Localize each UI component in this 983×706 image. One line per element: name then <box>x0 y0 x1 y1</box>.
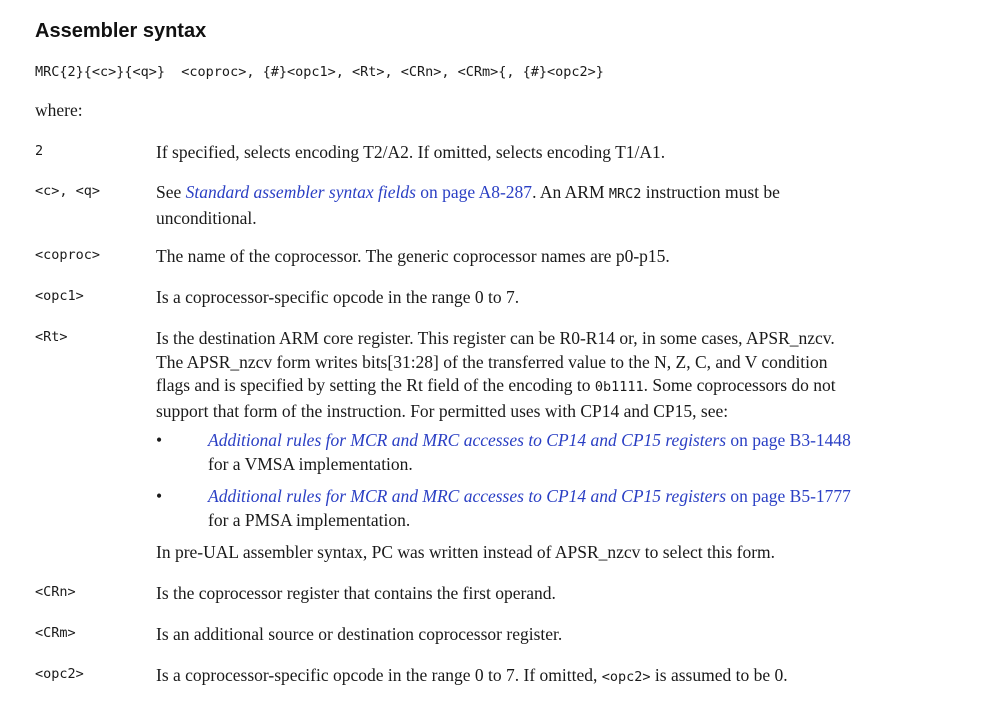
desc-rt-line-2: The APSR_nzcv form writes bits[31:28] of the transferred value to the N, Z, C, and V condition <box>156 351 828 372</box>
desc-c-q-suffix-1: instruction must be <box>641 182 780 202</box>
cp14-cp15-rules-link-vmsa-title: Additional rules for MCR and MRC accesses to CP14 and CP15 registers <box>208 430 727 450</box>
term-crn: <CRn> <box>35 584 76 600</box>
bullet-text-pmsa <box>208 485 928 532</box>
cp14-cp15-rules-link-pmsa-title: Additional rules for MCR and MRC accesses to CP14 and CP15 registers <box>208 486 727 506</box>
desc-rt-after-bullets: In pre-UAL assembler syntax, PC was written instead of APSR_nzcv to select this form. <box>156 542 776 562</box>
syntax-line: MRC{2}{<c>}{<q>} <coproc>, {#}<opc1>, <Rt>, <CRn>, <CRm>{, {#}<opc2>} <box>35 64 604 80</box>
desc-rt-line-3-suffix: . Some coprocessors do not <box>643 375 836 395</box>
bullet-dot-icon: • <box>156 486 163 506</box>
opc2-code: <opc2> <box>601 669 651 685</box>
standard-syntax-fields-link-title: Standard assembler syntax fields <box>185 182 416 202</box>
desc-rt <box>156 327 926 423</box>
desc-coproc: The name of the coprocessor. The generic coprocessor names are p0-p15. <box>156 246 670 266</box>
bullet-suffix-vmsa: for a VMSA implementation. <box>208 453 413 474</box>
term-crm: <CRm> <box>35 625 76 641</box>
term-coproc: <coproc> <box>35 247 101 263</box>
desc-opc2-prefix: Is a coprocessor-specific opcode in the range 0 to 7. If omitted, <box>156 665 602 685</box>
cp14-cp15-rules-link-pmsa[interactable] <box>208 486 851 506</box>
bullet-suffix-pmsa: for a PMSA implementation. <box>208 509 411 530</box>
desc-crn: Is the coprocessor register that contains the first operand. <box>156 583 556 603</box>
desc-opc2 <box>156 664 926 690</box>
desc-crm: Is an additional source or destination coprocessor register. <box>156 624 563 644</box>
desc-rt-line-3-prefix: flags and is specified by setting the Rt field of the encoding to <box>156 375 595 395</box>
desc-opc2-suffix: is assumed to be 0. <box>650 665 788 685</box>
desc-c-q <box>156 181 926 230</box>
cp14-cp15-rules-link-vmsa[interactable] <box>208 430 851 450</box>
desc-c-q-prefix: See <box>156 182 186 202</box>
bullet-text-vmsa <box>208 429 928 476</box>
desc-rt-line-1: Is the destination ARM core register. This register can be R0-R14 or, in some cases, APSR_nzcv. <box>156 328 835 348</box>
mrc2-code: MRC2 <box>608 186 642 202</box>
section-heading: Assembler syntax <box>35 20 207 42</box>
term-opc1: <opc1> <box>35 288 84 304</box>
desc-opc1: Is a coprocessor-specific opcode in the range 0 to 7. <box>156 287 520 307</box>
desc-c-q-mid: . An ARM <box>532 182 609 202</box>
desc-c-q-suffix-2: unconditional. <box>156 207 257 228</box>
binary-code-0b1111: 0b1111 <box>594 379 644 395</box>
standard-syntax-fields-link-page: on page A8-287 <box>415 182 533 202</box>
desc-rt-line-4: support that form of the instruction. For permitted uses with CP14 and CP15, see: <box>156 400 729 421</box>
cp14-cp15-rules-link-vmsa-page: on page B3-1448 <box>726 430 851 450</box>
term-c-q: <c>, <q> <box>35 183 101 199</box>
cp14-cp15-rules-link-pmsa-page: on page B5-1777 <box>726 486 851 506</box>
standard-syntax-fields-link[interactable] <box>186 182 532 202</box>
desc-2: If specified, selects encoding T2/A2. If omitted, selects encoding T1/A1. <box>156 142 666 162</box>
bullet-dot-icon: • <box>156 430 163 450</box>
term-2: 2 <box>35 143 44 159</box>
where-label: where: <box>35 100 83 120</box>
term-opc2: <opc2> <box>35 666 84 682</box>
term-rt: <Rt> <box>35 329 68 345</box>
